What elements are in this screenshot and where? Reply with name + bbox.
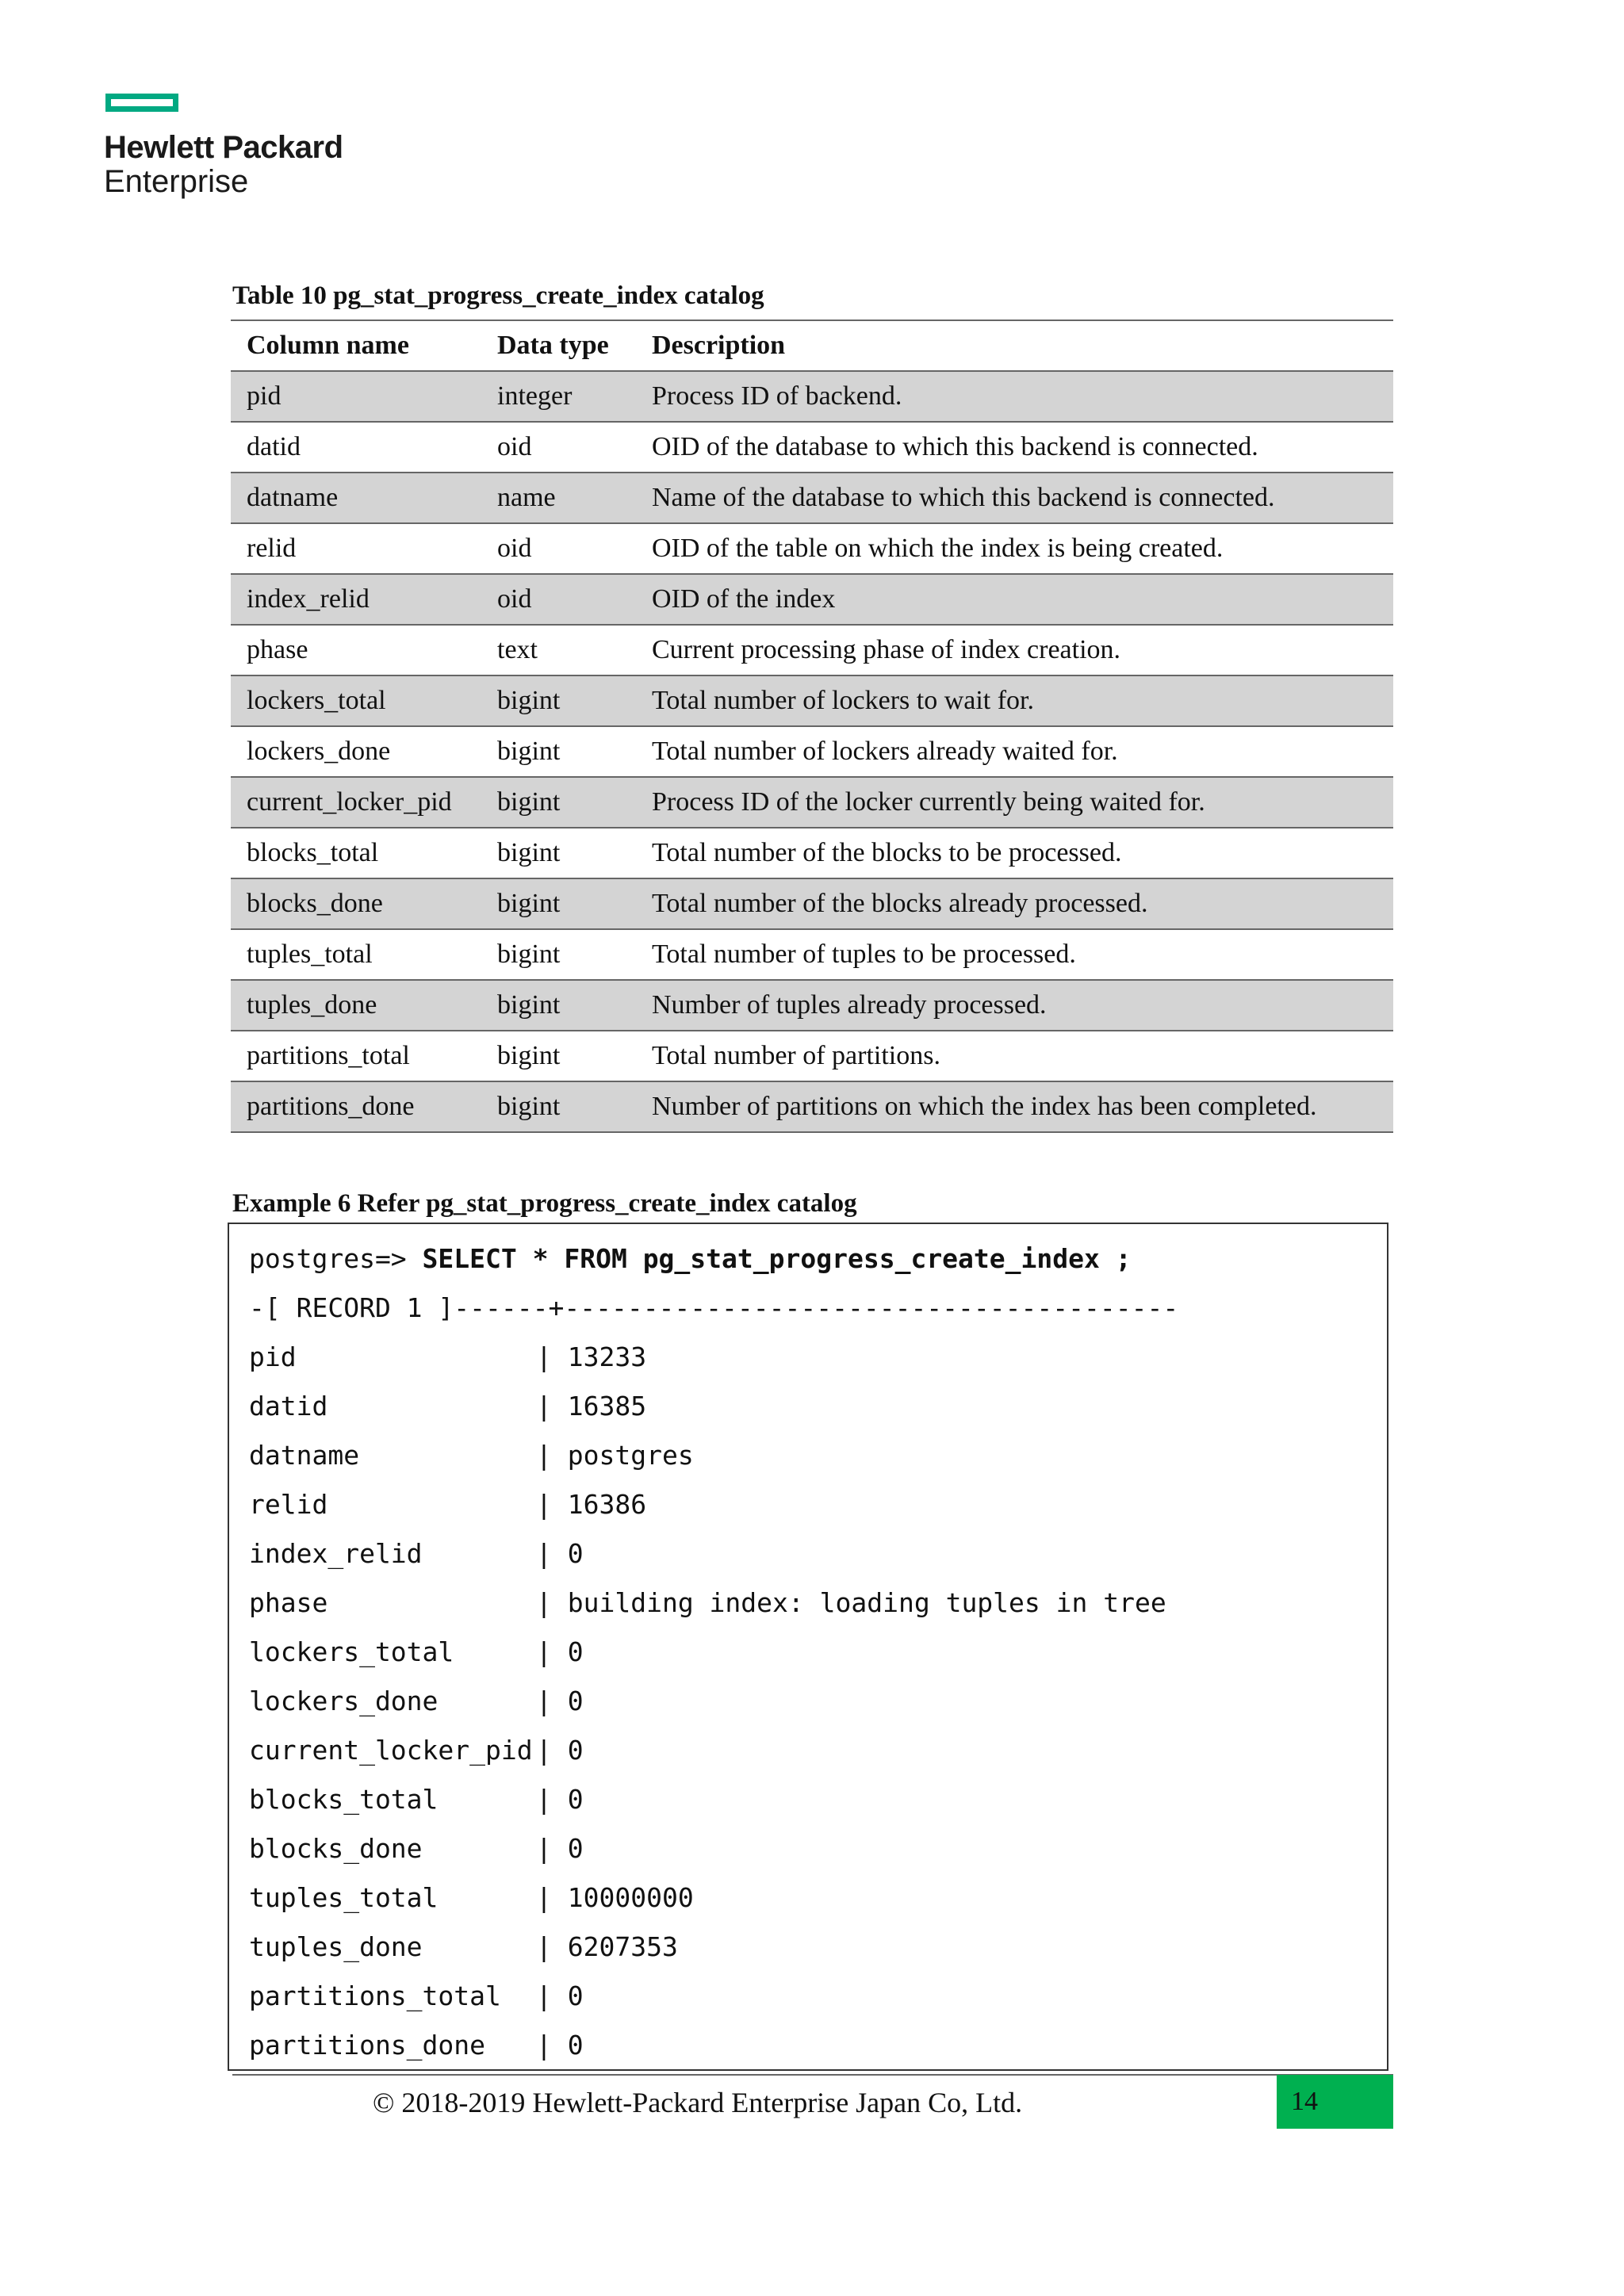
record-field-value: 0 xyxy=(567,1784,584,1815)
table-row xyxy=(231,929,1393,980)
record-field-line xyxy=(249,1636,584,1668)
record-field-value: 0 xyxy=(567,1980,584,2011)
record-field-value: 0 xyxy=(567,1686,584,1716)
table-row xyxy=(231,1031,1393,1081)
hpe-logo-mark xyxy=(105,94,178,112)
record-field-value: postgres xyxy=(567,1440,694,1471)
record-field-line xyxy=(249,1587,1166,1619)
record-field-value: 0 xyxy=(567,1735,584,1766)
header-column-name: Column name xyxy=(231,320,481,371)
record-field-line xyxy=(249,1833,584,1865)
record-field-value: 13233 xyxy=(567,1341,647,1372)
record-field-line xyxy=(249,1391,646,1422)
record-separator-bar: | xyxy=(536,1538,568,1569)
cell-description: Number of tuples already processed. xyxy=(636,980,1393,1031)
cell-description: Current processing phase of index creation. xyxy=(636,625,1393,675)
cell-column-name: current_locker_pid xyxy=(231,777,481,828)
record-field-line xyxy=(249,1784,584,1816)
table-row xyxy=(231,523,1393,574)
record-field-line xyxy=(249,1931,678,1963)
record-field-value: 0 xyxy=(567,2030,584,2061)
record-separator: -[ RECORD 1 ]------+--------------------------------------- xyxy=(249,1292,1179,1323)
cell-description: OID of the index xyxy=(636,574,1393,625)
cell-data-type: bigint xyxy=(481,980,636,1031)
table-row xyxy=(231,625,1393,675)
record-separator-bar: | xyxy=(536,1391,568,1422)
table-row xyxy=(231,726,1393,777)
cell-data-type: bigint xyxy=(481,1081,636,1132)
cell-column-name: index_relid xyxy=(231,574,481,625)
cell-data-type: integer xyxy=(481,371,636,422)
record-field-name: lockers_total xyxy=(249,1636,454,1667)
cell-description: Number of partitions on which the index has been completed. xyxy=(636,1081,1393,1132)
cell-column-name: pid xyxy=(231,371,481,422)
record-separator-bar: | xyxy=(536,1833,568,1864)
logo-text-line1: Hewlett Packard xyxy=(104,130,343,165)
record-separator-bar: | xyxy=(536,1587,568,1618)
record-field-line xyxy=(249,2030,584,2061)
record-separator-bar: | xyxy=(536,1882,568,1913)
cell-description: Total number of lockers to wait for. xyxy=(636,675,1393,726)
record-field-value: building index: loading tuples in tree xyxy=(567,1587,1166,1618)
cell-data-type: bigint xyxy=(481,726,636,777)
record-field-line xyxy=(249,1735,584,1766)
record-field-line xyxy=(249,1980,584,2012)
record-field-value: 0 xyxy=(567,1636,584,1667)
cell-description: Total number of tuples to be processed. xyxy=(636,929,1393,980)
table-header-row xyxy=(231,320,1393,371)
cell-data-type: bigint xyxy=(481,777,636,828)
cell-column-name: lockers_total xyxy=(231,675,481,726)
record-field-name: pid xyxy=(249,1341,297,1372)
cell-column-name: blocks_total xyxy=(231,828,481,878)
record-field-name: datid xyxy=(249,1391,328,1422)
cell-description: Total number of partitions. xyxy=(636,1031,1393,1081)
cell-column-name: relid xyxy=(231,523,481,574)
table-row xyxy=(231,1081,1393,1132)
header-data-type: Data type xyxy=(481,320,636,371)
catalog-table xyxy=(231,320,1393,1133)
record-field-value: 0 xyxy=(567,1833,584,1864)
record-separator-bar: | xyxy=(536,1341,568,1372)
record-separator-bar: | xyxy=(536,1489,568,1520)
cell-description: Process ID of the locker currently being waited for. xyxy=(636,777,1393,828)
cell-data-type: name xyxy=(481,473,636,523)
record-field-line xyxy=(249,1489,646,1521)
record-field-name: blocks_total xyxy=(249,1784,439,1815)
cell-column-name: partitions_done xyxy=(231,1081,481,1132)
cell-column-name: tuples_total xyxy=(231,929,481,980)
cell-description: OID of the table on which the index is being created. xyxy=(636,523,1393,574)
record-field-name: index_relid xyxy=(249,1538,423,1569)
record-field-name: lockers_done xyxy=(249,1686,439,1716)
record-field-value: 16385 xyxy=(567,1391,647,1422)
cell-column-name: datid xyxy=(231,422,481,473)
record-field-value: 0 xyxy=(567,1538,584,1569)
record-field-name: tuples_total xyxy=(249,1882,439,1913)
page-number-badge: 14 xyxy=(1277,2075,1393,2129)
cell-column-name: blocks_done xyxy=(231,878,481,929)
table-row xyxy=(231,574,1393,625)
cell-column-name: phase xyxy=(231,625,481,675)
record-field-line xyxy=(249,1686,584,1717)
footer-divider xyxy=(232,2074,1393,2076)
table-row xyxy=(231,675,1393,726)
cell-column-name: partitions_total xyxy=(231,1031,481,1081)
cell-description: Total number of the blocks to be processed. xyxy=(636,828,1393,878)
cell-data-type: bigint xyxy=(481,828,636,878)
table-row xyxy=(231,777,1393,828)
cell-data-type: bigint xyxy=(481,878,636,929)
record-field-name: phase xyxy=(249,1587,328,1618)
record-separator-bar: | xyxy=(536,1686,568,1716)
table-row xyxy=(231,422,1393,473)
record-separator-bar: | xyxy=(536,1784,568,1815)
cell-data-type: oid xyxy=(481,422,636,473)
logo-text-line2: Enterprise xyxy=(104,164,249,199)
cell-column-name: tuples_done xyxy=(231,980,481,1031)
copyright-text: © 2018-2019 Hewlett-Packard Enterprise Japan Co, Ltd. xyxy=(373,2087,1023,2118)
record-field-line xyxy=(249,1882,694,1914)
cell-description: Process ID of backend. xyxy=(636,371,1393,422)
cell-description: OID of the database to which this backend is connected. xyxy=(636,422,1393,473)
record-field-value: 6207353 xyxy=(567,1931,678,1962)
cell-data-type: text xyxy=(481,625,636,675)
table-row xyxy=(231,878,1393,929)
record-field-name: partitions_total xyxy=(249,1980,501,2011)
cell-description: Total number of the blocks already processed. xyxy=(636,878,1393,929)
record-field-line xyxy=(249,1341,646,1373)
record-field-name: partitions_done xyxy=(249,2030,486,2061)
hpe-logo xyxy=(104,94,343,199)
record-separator-bar: | xyxy=(536,1735,568,1766)
table-body xyxy=(231,371,1393,1132)
sql-command: SELECT * FROM pg_stat_progress_create_index ; xyxy=(422,1243,1132,1274)
record-field-value: 16386 xyxy=(567,1489,647,1520)
cell-column-name: datname xyxy=(231,473,481,523)
table-row xyxy=(231,371,1393,422)
cell-data-type: oid xyxy=(481,574,636,625)
cell-data-type: oid xyxy=(481,523,636,574)
record-field-name: relid xyxy=(249,1489,328,1520)
cell-column-name: lockers_done xyxy=(231,726,481,777)
cell-description: Total number of lockers already waited for. xyxy=(636,726,1393,777)
table-row xyxy=(231,980,1393,1031)
record-field-name: current_locker_pid xyxy=(249,1735,533,1766)
record-field-line xyxy=(249,1440,694,1471)
table-caption: Table 10 pg_stat_progress_create_index catalog xyxy=(232,281,764,310)
table-row xyxy=(231,473,1393,523)
record-separator-bar: | xyxy=(536,2030,568,2061)
sql-prompt: postgres=> xyxy=(249,1243,423,1274)
cell-data-type: bigint xyxy=(481,929,636,980)
record-field-name: blocks_done xyxy=(249,1833,423,1864)
record-separator-bar: | xyxy=(536,1636,568,1667)
record-field-name: tuples_done xyxy=(249,1931,423,1962)
cell-description: Name of the database to which this backend is connected. xyxy=(636,473,1393,523)
table-row xyxy=(231,828,1393,878)
example-caption: Example 6 Refer pg_stat_progress_create_index catalog xyxy=(232,1189,857,1218)
command-line xyxy=(249,1243,1132,1275)
record-separator-bar: | xyxy=(536,1931,568,1962)
record-field-line xyxy=(249,1538,584,1570)
record-separator-bar: | xyxy=(536,1440,568,1471)
cell-data-type: bigint xyxy=(481,1031,636,1081)
record-field-value: 10000000 xyxy=(567,1882,694,1913)
code-block xyxy=(228,1223,1388,2071)
record-separator-bar: | xyxy=(536,1980,568,2011)
header-description: Description xyxy=(636,320,1393,371)
cell-data-type: bigint xyxy=(481,675,636,726)
record-field-name: datname xyxy=(249,1440,360,1471)
